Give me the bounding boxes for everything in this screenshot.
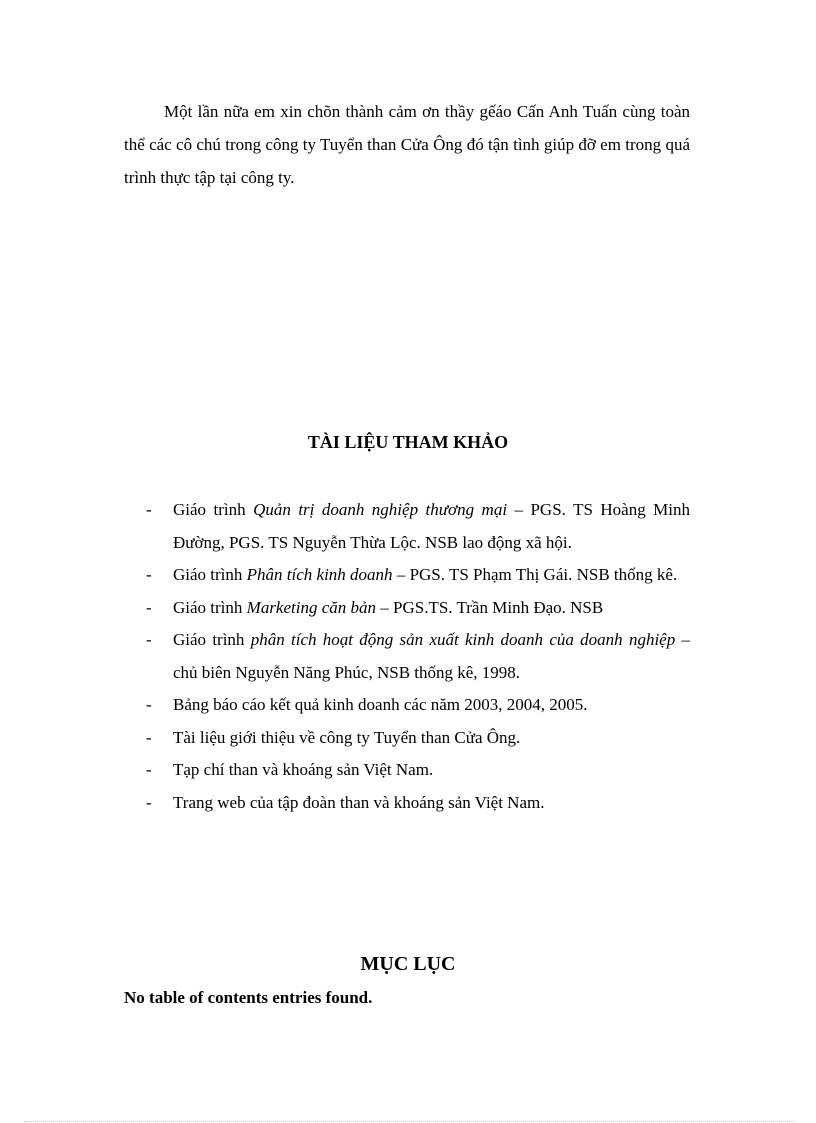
reference-title: Marketing căn bản: [246, 597, 377, 617]
reference-title: Phân tích kinh doanh: [246, 565, 393, 584]
reference-prefix: Tạp chí than và khoáng sản Việt Nam.: [173, 760, 434, 779]
bullet-dash: -: [146, 500, 152, 519]
reference-suffix: – chủ biên Nguyễn Năng Phúc, NSB thống kê, 1998.: [173, 630, 690, 682]
bullet-dash: -: [146, 630, 152, 649]
bullet-dash: -: [146, 792, 152, 812]
reference-suffix: – PGS. TS Phạm Thị Gái. NSB thống kê.: [392, 565, 678, 584]
reference-item: [146, 494, 690, 559]
reference-prefix: Giáo trình: [173, 500, 254, 519]
toc-heading: MỤC LỤC: [360, 953, 456, 975]
reference-prefix: Tài liệu giới thiệu về công ty Tuyển than Cửa Ông.: [173, 727, 521, 747]
reference-prefix: Giáo trình: [173, 597, 247, 617]
reference-suffix: – PGS. TS Hoàng Minh Đường, PGS. TS Nguyễn Thừa Lộc. NSB lao động xã hội.: [173, 500, 690, 552]
reference-item: [146, 689, 690, 722]
bullet-dash: -: [146, 695, 152, 714]
acknowledgement-paragraph: Một lần nữa em xin chõn thành cảm ơn thầy gếáo Cấn Anh Tuấn cùng toàn thể các cô chú trong công ty Tuyển than Cửa Ông đó tận tình giúp đỡ em trong quá trình thực tập tại công ty.: [124, 102, 690, 187]
bullet-dash: -: [146, 565, 152, 584]
toc-empty-message: No table of contents entries found.: [124, 988, 373, 1007]
reference-prefix: Trang web của tập đoàn than và khoáng sản Việt Nam.: [173, 792, 545, 812]
bullet-dash: -: [146, 760, 152, 779]
references-list: [146, 494, 690, 819]
references-heading: TÀI LIỆU THAM KHẢO: [307, 432, 509, 452]
reference-item: [146, 559, 690, 592]
reference-item: [146, 624, 690, 689]
reference-item: [146, 787, 690, 820]
bullet-dash: -: [146, 727, 152, 747]
reference-item: [146, 722, 690, 755]
reference-title: Quản trị doanh nghiệp thương mại: [253, 500, 508, 519]
reference-suffix: – PGS.TS. Trần Minh Đạo. NSB: [376, 597, 604, 617]
reference-prefix: Giáo trình: [173, 630, 251, 649]
reference-prefix: Giáo trình: [173, 565, 247, 584]
reference-prefix: Bảng báo cáo kết quả kinh doanh các năm 2003, 2004, 2005.: [173, 695, 588, 714]
reference-item: [146, 592, 690, 625]
page-bottom-border: [24, 1121, 794, 1122]
reference-item: [146, 754, 690, 787]
bullet-dash: -: [146, 597, 152, 617]
reference-title: phân tích hoạt động sản xuất kinh doanh của doanh nghiệp: [250, 630, 676, 649]
